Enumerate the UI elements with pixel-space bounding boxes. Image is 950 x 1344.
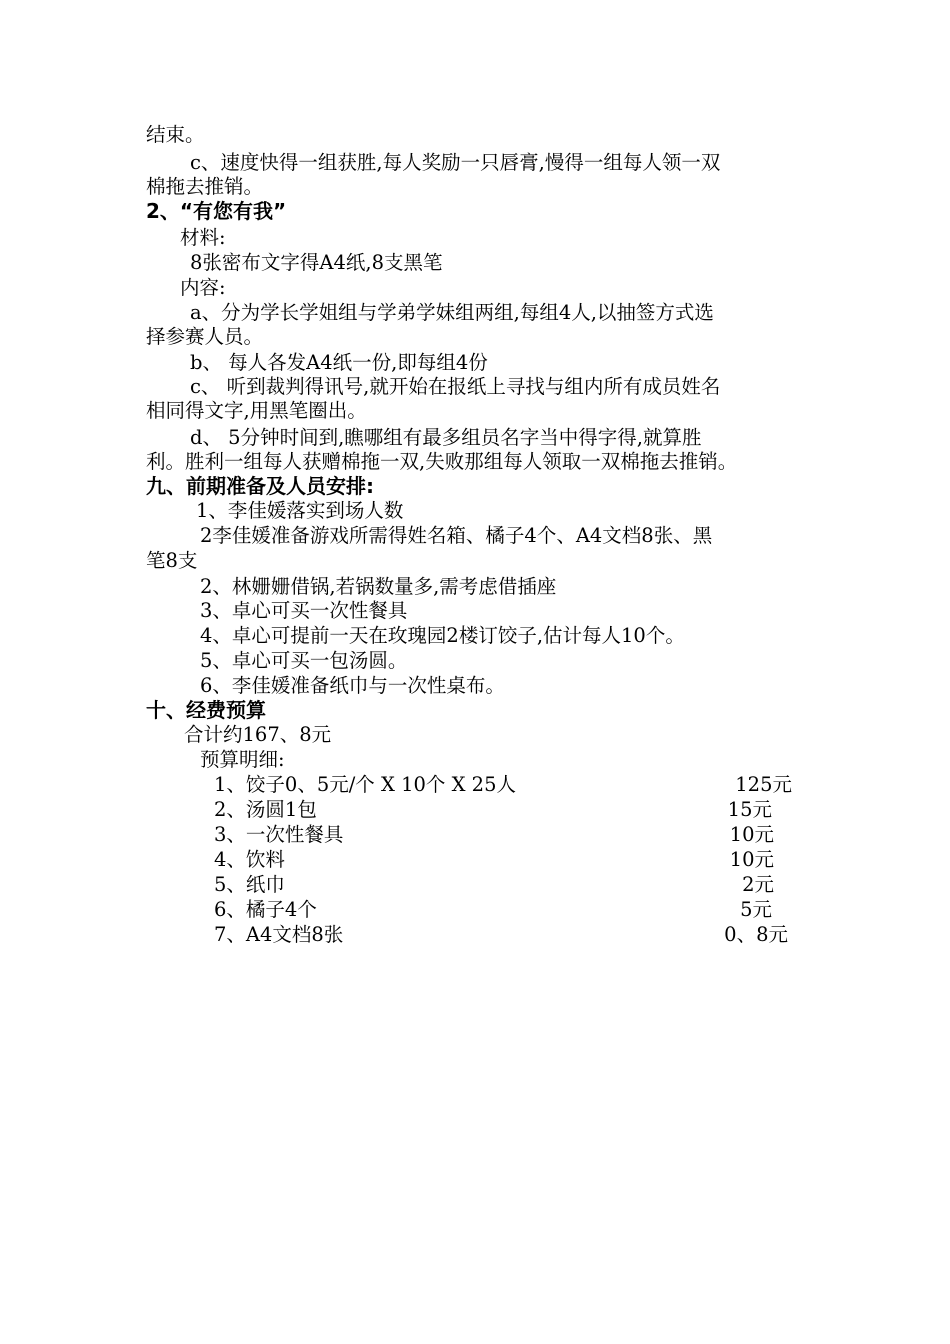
text-line: 棉拖去推销。 xyxy=(146,175,264,198)
budget-amount: 125元 xyxy=(735,773,792,796)
budget-item: 6、橘子4个 xyxy=(214,898,317,921)
text-line: 8张密布文字得A4纸,8支黑笔 xyxy=(190,251,443,274)
text-line: 6、李佳媛准备纸巾与一次性桌布。 xyxy=(200,674,505,697)
budget-item: 4、饮料 xyxy=(214,848,285,871)
budget-item: 2、汤圆1包 xyxy=(214,798,317,821)
text-line: 笔8支 xyxy=(146,549,198,572)
section-heading: 2、“有您有我” xyxy=(146,199,287,223)
budget-item: 1、饺子0、5元/个 X 10个 X 25人 xyxy=(214,773,516,796)
budget-amount: 10元 xyxy=(729,823,774,846)
section-heading: 十、经费预算 xyxy=(146,698,266,722)
budget-amount: 5元 xyxy=(740,898,772,921)
text-line: 4、卓心可提前一天在玫瑰园2楼订饺子,估计每人10个。 xyxy=(200,624,685,647)
text-line: d、 5分钟时间到,瞧哪组有最多组员名字当中得字得,就算胜 xyxy=(190,426,702,449)
budget-amount: 2元 xyxy=(742,873,774,896)
text-line: 5、卓心可买一包汤圆。 xyxy=(200,649,408,672)
text-line: 结束。 xyxy=(146,123,205,146)
budget-amount: 0、8元 xyxy=(724,923,788,946)
section-heading: 九、前期准备及人员安排: xyxy=(146,474,374,498)
text-line: 2、林姗姗借锅,若锅数量多,需考虑借插座 xyxy=(200,575,557,598)
text-line: c、速度快得一组获胜,每人奖励一只唇膏,慢得一组每人领一双 xyxy=(190,151,721,174)
budget-amount: 15元 xyxy=(727,798,772,821)
budget-total: 合计约167、8元 xyxy=(184,723,332,746)
text-line: 利。胜利一组每人获赠棉拖一双,失败那组每人领取一双棉拖去推销。 xyxy=(146,450,738,473)
text-line: 内容: xyxy=(180,276,226,299)
budget-amount: 10元 xyxy=(729,848,774,871)
budget-item: 7、A4文档8张 xyxy=(214,923,344,946)
budget-item: 3、一次性餐具 xyxy=(214,823,344,846)
budget-detail-label: 预算明细: xyxy=(200,748,285,771)
text-line: a、分为学长学姐组与学弟学妹组两组,每组4人,以抽签方式选 xyxy=(190,301,714,324)
text-line: 3、卓心可买一次性餐具 xyxy=(200,599,408,622)
text-line: 相同得文字,用黑笔圈出。 xyxy=(146,399,367,422)
text-line: 择参赛人员。 xyxy=(146,325,264,348)
text-line: 2李佳媛准备游戏所需得姓名箱、橘子4个、A4文档8张、黑 xyxy=(200,524,713,547)
text-line: b、 每人各发A4纸一份,即每组4份 xyxy=(190,351,488,374)
budget-item: 5、纸巾 xyxy=(214,873,285,896)
text-line: c、 听到裁判得讯号,就开始在报纸上寻找与组内所有成员姓名 xyxy=(190,375,721,398)
text-line: 材料: xyxy=(180,226,226,249)
text-line: 1、李佳媛落实到场人数 xyxy=(196,499,404,522)
